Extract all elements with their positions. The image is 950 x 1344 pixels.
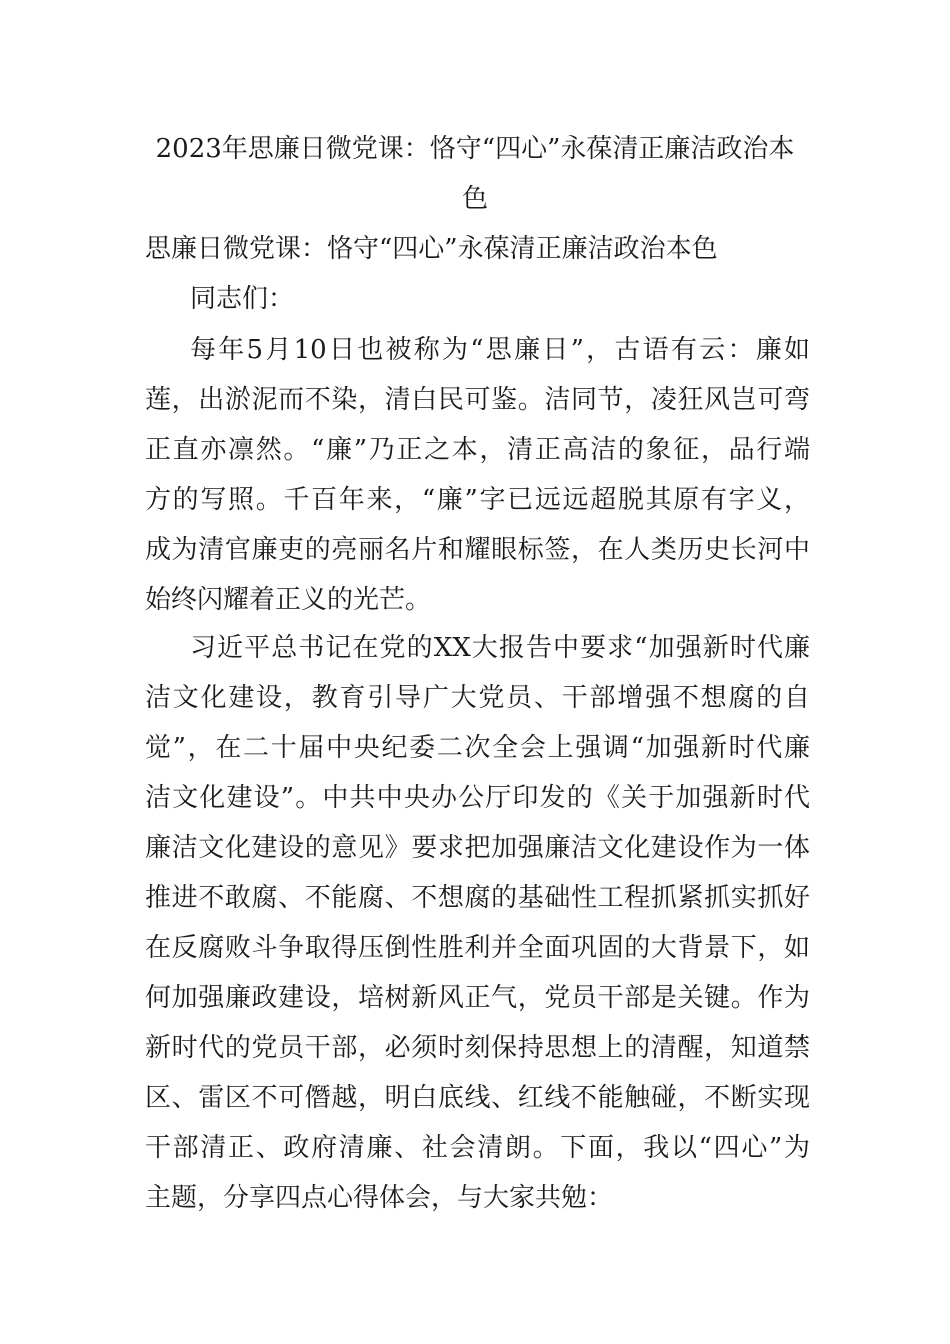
paragraph-line: 习近平总书记在党的XX大报告中要求“加强新时代廉 <box>190 633 810 663</box>
document-subtitle: 思廉日微党课：恪守“四心”永葆清正廉洁政治本色 <box>145 234 718 264</box>
paragraph-line: 区、雷区不可僭越，明白底线、红线不能触碰，不断实现 <box>145 1083 810 1113</box>
paragraph-line: 在反腐败斗争取得压倒性胜利并全面巩固的大背景下，如 <box>145 933 810 963</box>
paragraph-sili-day <box>145 335 810 635</box>
paragraph-line: 正直亦凛然。“廉”乃正之本，清正高洁的象征，品行端 <box>145 435 810 465</box>
paragraph-line: 始终闪耀着正义的光芒。 <box>145 585 432 615</box>
paragraph-line: 每年5月10日也被称为“思廉日”，古语有云：廉如 <box>190 335 810 365</box>
paragraph-line: 何加强廉政建设，培树新风正气，党员干部是关键。作为 <box>145 983 810 1013</box>
paragraph-line: 新时代的党员干部，必须时刻保持思想上的清醒，知道禁 <box>145 1033 810 1063</box>
document-title: 2023年思廉日微党课：恪守“四心”永葆清正廉洁政治本 <box>155 134 795 164</box>
paragraph-line: 方的写照。千百年来，“廉”字已远远超脱其原有字义， <box>145 485 810 515</box>
paragraph-line: 洁文化建设”。中共中央办公厅印发的《关于加强新时代 <box>145 783 810 813</box>
paragraph-line: 成为清官廉吏的亮丽名片和耀眼标签，在人类历史长河中 <box>145 535 810 565</box>
document-title-continuation: 色 <box>461 184 488 214</box>
paragraph-clean-culture <box>145 633 810 1233</box>
salutation: 同志们： <box>190 284 295 314</box>
paragraph-line: 洁文化建设，教育引导广大党员、干部增强不想腐的自 <box>145 683 810 713</box>
paragraph-line: 干部清正、政府清廉、社会清朗。下面，我以“四心”为 <box>145 1133 810 1163</box>
paragraph-line: 觉”，在二十届中央纪委二次全会上强调“加强新时代廉 <box>145 733 810 763</box>
paragraph-line: 莲，出淤泥而不染，清白民可鉴。洁同节，凌狂风岂可弯 <box>145 385 810 415</box>
paragraph-line: 推进不敢腐、不能腐、不想腐的基础性工程抓紧抓实抓好 <box>145 883 810 913</box>
paragraph-line: 主题，分享四点心得体会，与大家共勉： <box>145 1183 614 1213</box>
paragraph-line: 廉洁文化建设的意见》要求把加强廉洁文化建设作为一体 <box>145 833 810 863</box>
